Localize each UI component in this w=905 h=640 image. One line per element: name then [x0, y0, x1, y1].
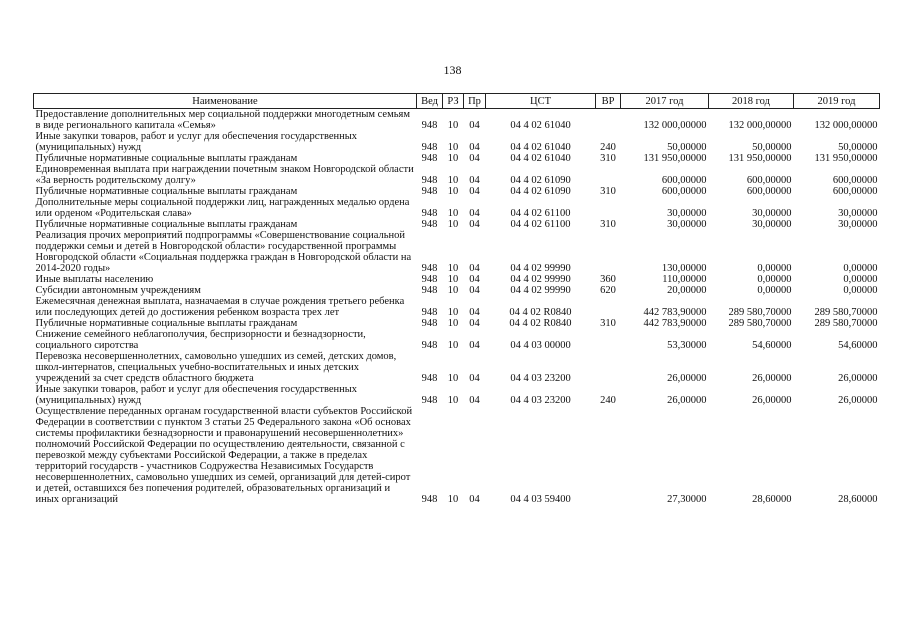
cell-rz: 10 [447, 219, 459, 230]
cell-cst: 04 4 02 R0840 [509, 318, 572, 329]
cell-name: Публичные нормативные социальные выплаты гражданам [35, 318, 298, 329]
cell-pr: 04 [469, 175, 480, 186]
cell-2019: 131 950,00000 [814, 153, 878, 164]
cell-rz: 10 [447, 340, 459, 351]
cell-vr: 310 [600, 186, 616, 197]
cell-ved: 948 [421, 153, 438, 164]
cell-vr [596, 329, 621, 351]
cell-2017: 131 950,00000 [643, 153, 707, 164]
cell-2018: 132 000,00000 [728, 120, 792, 131]
cell-cst: 04 4 03 00000 [510, 340, 571, 351]
cell-cst: 04 4 02 99990 [510, 285, 571, 296]
cell-ved: 948 [421, 340, 438, 351]
cell-vr: 310 [600, 318, 616, 329]
cell-2017: 442 783,90000 [643, 318, 707, 329]
cell-rz: 10 [447, 120, 459, 131]
header-vr: ВР [596, 94, 621, 109]
cell-vr: 240 [600, 142, 616, 153]
header-ved: Вед [417, 94, 443, 109]
cell-2018: 131 950,00000 [728, 153, 792, 164]
cell-rz: 10 [447, 307, 459, 318]
cell-2019: 289 580,70000 [814, 307, 878, 318]
cell-2018: 30,00000 [752, 208, 792, 219]
cell-2017: 132 000,00000 [643, 120, 707, 131]
cell-vr [596, 109, 621, 132]
cell-cst: 04 4 03 23200 [510, 395, 571, 406]
cell-2017: 26,00000 [667, 373, 707, 384]
cell-cst: 04 4 02 61040 [510, 120, 571, 131]
cell-cst: 04 4 02 61090 [510, 175, 571, 186]
cell-vr: 620 [600, 285, 616, 296]
cell-cst: 04 4 02 61100 [510, 219, 571, 230]
cell-ved: 948 [421, 318, 438, 329]
cell-2017: 442 783,90000 [643, 307, 707, 318]
header-2018: 2018 год [709, 94, 794, 109]
cell-2017: 26,00000 [667, 395, 707, 406]
cell-vr: 240 [600, 395, 616, 406]
cell-name: Иные закупки товаров, работ и услуг для обеспечения государственных (муниципальных) нужд [35, 131, 358, 153]
cell-2017: 110,00000 [662, 274, 707, 285]
cell-name: Публичные нормативные социальные выплаты гражданам [35, 186, 298, 197]
cell-2019: 30,00000 [838, 219, 878, 230]
cell-pr: 04 [469, 494, 480, 505]
cell-2019: 28,60000 [838, 494, 878, 505]
table-row [34, 318, 880, 329]
cell-name: Ежемесячная денежная выплата, назначаемая в случае рождения третьего ребенка или последующих детей до достижения ребенком возраста трех лет [35, 296, 405, 318]
cell-rz: 10 [447, 142, 459, 153]
table-row [34, 131, 880, 153]
header-cst: ЦСТ [486, 94, 596, 109]
cell-2017: 130,00000 [661, 263, 707, 274]
cell-2017: 600,00000 [661, 175, 707, 186]
header-2017: 2017 год [621, 94, 709, 109]
cell-vr [596, 164, 621, 186]
cell-pr: 04 [469, 274, 480, 285]
cell-2018: 0,00000 [757, 263, 792, 274]
cell-vr [596, 351, 621, 384]
cell-ved: 948 [421, 219, 438, 230]
header-2019: 2019 год [794, 94, 880, 109]
cell-pr: 04 [469, 153, 480, 164]
cell-ved: 948 [421, 274, 438, 285]
cell-name: Иные выплаты населению [35, 274, 154, 285]
cell-rz: 10 [447, 494, 459, 505]
cell-pr: 04 [469, 186, 480, 197]
header-pr: Пр [464, 94, 486, 109]
table-row [34, 351, 880, 384]
cell-2017: 600,00000 [661, 186, 707, 197]
cell-2019: 600,00000 [832, 175, 878, 186]
cell-2018: 28,60000 [752, 494, 792, 505]
cell-2018: 50,00000 [752, 142, 792, 153]
cell-2018: 26,00000 [752, 395, 792, 406]
cell-ved: 948 [421, 494, 438, 505]
cell-pr: 04 [469, 142, 480, 153]
table-row [34, 219, 880, 230]
cell-ved: 948 [421, 186, 438, 197]
cell-pr: 04 [469, 373, 480, 384]
cell-rz: 10 [447, 153, 459, 164]
cell-2019: 0,00000 [843, 274, 878, 285]
cell-cst: 04 4 02 R0840 [509, 307, 572, 318]
cell-ved: 948 [421, 373, 438, 384]
cell-rz: 10 [447, 263, 459, 274]
table-row [34, 274, 880, 285]
cell-2017: 20,00000 [667, 285, 707, 296]
cell-pr: 04 [469, 340, 480, 351]
cell-ved: 948 [421, 142, 438, 153]
cell-ved: 948 [421, 395, 438, 406]
cell-name: Реализация прочих мероприятий подпрограммы «Совершенствование социальной поддержки семьи и детей в Новгородской области» государственной программы Новгородской области «Социальная поддержка граждан в Новгородской области на 2014-2020 годы» [35, 230, 412, 274]
cell-name: Дополнительные меры социальной поддержки лиц, награжденных медалью ордена или орденом «Родительская слава» [35, 197, 410, 219]
cell-2019: 0,00000 [843, 285, 878, 296]
cell-2019: 132 000,00000 [814, 120, 878, 131]
table-row [34, 230, 880, 274]
cell-name: Предоставление дополнительных мер социальной поддержки многодетным семьям в виде регионального капитала «Семья» [35, 109, 410, 131]
table-row [34, 197, 880, 219]
cell-pr: 04 [469, 307, 480, 318]
cell-rz: 10 [447, 186, 459, 197]
table-row [34, 109, 880, 132]
cell-vr: 310 [600, 153, 616, 164]
cell-cst: 04 4 02 61090 [510, 186, 571, 197]
cell-2018: 289 580,70000 [728, 318, 792, 329]
cell-cst: 04 4 02 61040 [510, 142, 571, 153]
cell-ved: 948 [421, 285, 438, 296]
cell-name: Снижение семейного неблагополучия, беспризорности и безнадзорности, социального сиротства [35, 329, 366, 351]
table-row [34, 285, 880, 296]
cell-2019: 289 580,70000 [814, 318, 878, 329]
cell-cst: 04 4 02 99990 [510, 263, 571, 274]
cell-rz: 10 [447, 208, 459, 219]
cell-rz: 10 [447, 373, 459, 384]
cell-name: Осуществление переданных органам государственной власти субъектов Российской Федерации в соответствии с пунктом 3 статьи 25 Федерального закона «Об основах системы профилактики безнадзорности и правонарушений несовершеннолетних» полномочий Российской Федерации по осуществлению деятельности, связанной с перевозкой между субъектами Российской Федерации, а также в пределах территорий государств - участников Содружества Независимых Государств несовершеннолетних, самовольно ушедших из семей, организаций для детей-сирот и детей, оставшихся без попечения родителей, образовательных организаций и иных организаций [35, 406, 413, 505]
cell-rz: 10 [447, 274, 459, 285]
cell-pr: 04 [469, 219, 480, 230]
cell-ved: 948 [421, 120, 438, 131]
cell-ved: 948 [421, 307, 438, 318]
cell-2017: 30,00000 [667, 219, 707, 230]
cell-vr [596, 230, 621, 274]
budget-table [33, 93, 880, 505]
cell-cst: 04 4 03 23200 [510, 373, 571, 384]
cell-pr: 04 [469, 285, 480, 296]
table-row [34, 329, 880, 351]
cell-name: Субсидии автономным учреждениям [35, 285, 201, 296]
cell-cst: 04 4 02 99990 [510, 274, 571, 285]
cell-2019: 30,00000 [838, 208, 878, 219]
cell-vr [596, 197, 621, 219]
cell-cst: 04 4 02 61040 [510, 153, 571, 164]
cell-2018: 0,00000 [757, 274, 792, 285]
cell-pr: 04 [469, 208, 480, 219]
cell-name: Публичные нормативные социальные выплаты гражданам [35, 153, 298, 164]
cell-pr: 04 [469, 318, 480, 329]
cell-2017: 53,30000 [667, 340, 707, 351]
cell-2019: 50,00000 [838, 142, 878, 153]
cell-rz: 10 [447, 285, 459, 296]
cell-name: Иные закупки товаров, работ и услуг для обеспечения государственных (муниципальных) нужд [35, 384, 358, 406]
cell-vr: 310 [600, 219, 616, 230]
cell-pr: 04 [469, 120, 480, 131]
cell-vr [596, 406, 621, 505]
cell-vr [596, 296, 621, 318]
cell-2019: 26,00000 [838, 373, 878, 384]
table-row [34, 186, 880, 197]
cell-cst: 04 4 03 59400 [510, 494, 571, 505]
cell-2018: 30,00000 [752, 219, 792, 230]
cell-rz: 10 [447, 175, 459, 186]
cell-2017: 27,30000 [667, 494, 707, 505]
cell-name: Публичные нормативные социальные выплаты гражданам [35, 219, 298, 230]
cell-2019: 600,00000 [832, 186, 878, 197]
table-row [34, 296, 880, 318]
header-name: Наименование [34, 94, 417, 109]
cell-rz: 10 [447, 395, 459, 406]
cell-vr: 360 [600, 274, 616, 285]
cell-2017: 30,00000 [667, 208, 707, 219]
cell-2018: 26,00000 [752, 373, 792, 384]
cell-name: Перевозка несовершеннолетних, самовольно ушедших из семей, детских домов, школ-интернатов, специальных учебно-воспитательных и иных детских учреждений за счет средств областного бюджета [35, 351, 397, 384]
cell-name: Единовременная выплата при награждении почетным знаком Новгородской области «За верность родительскому долгу» [35, 164, 414, 186]
cell-2018: 0,00000 [757, 285, 792, 296]
cell-2019: 0,00000 [843, 263, 878, 274]
cell-rz: 10 [447, 318, 459, 329]
header-rz: РЗ [443, 94, 464, 109]
page-number: 138 [443, 63, 462, 77]
cell-2018: 600,00000 [746, 186, 792, 197]
table-row [34, 406, 880, 505]
table-row [34, 153, 880, 164]
cell-2018: 289 580,70000 [728, 307, 792, 318]
cell-2017: 50,00000 [667, 142, 707, 153]
cell-2018: 54,60000 [752, 340, 792, 351]
table-header-row [34, 94, 880, 109]
table-row [34, 164, 880, 186]
cell-ved: 948 [421, 263, 438, 274]
cell-cst: 04 4 02 61100 [510, 208, 571, 219]
table-row [34, 384, 880, 406]
cell-2018: 600,00000 [746, 175, 792, 186]
cell-pr: 04 [469, 263, 480, 274]
cell-ved: 948 [421, 208, 438, 219]
cell-2019: 26,00000 [838, 395, 878, 406]
cell-ved: 948 [421, 175, 438, 186]
cell-pr: 04 [469, 395, 480, 406]
cell-2019: 54,60000 [838, 340, 878, 351]
